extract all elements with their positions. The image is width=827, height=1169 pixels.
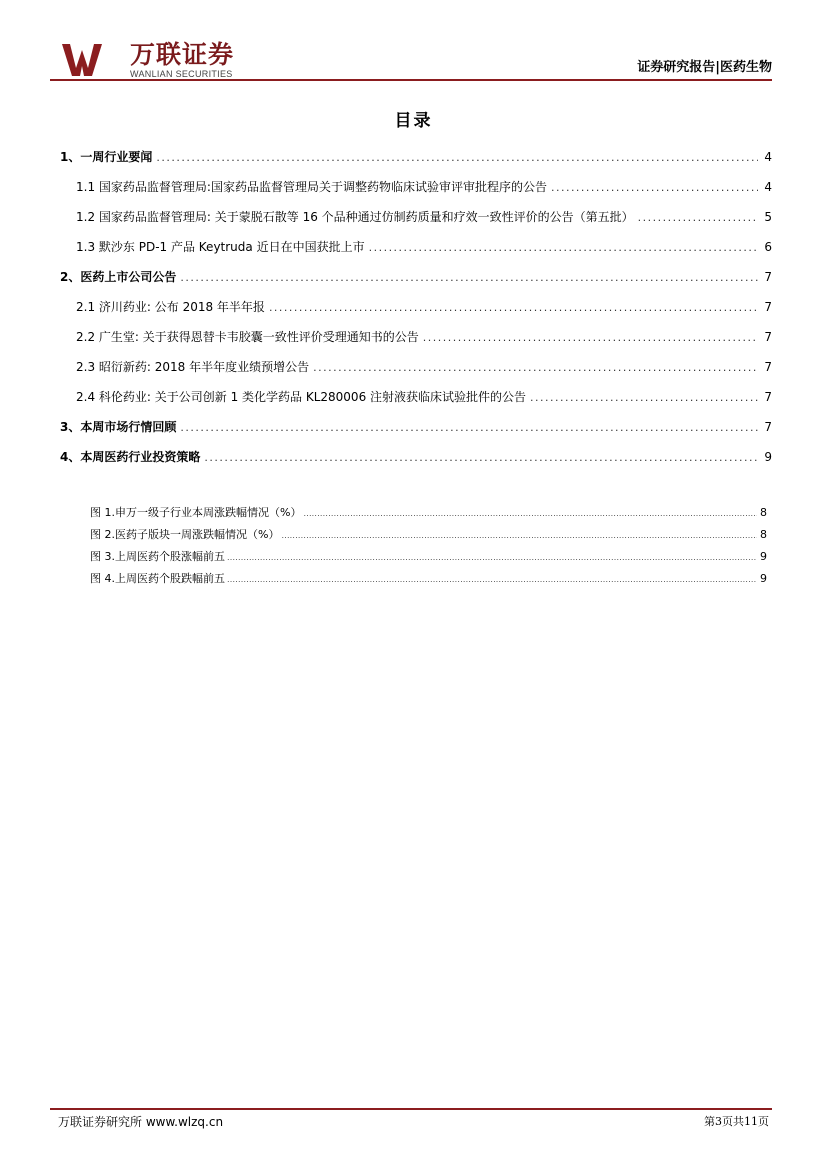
footer-divider [50, 1108, 772, 1110]
figure-entry[interactable] [90, 548, 767, 570]
toc-entry[interactable] [60, 208, 772, 238]
figure-entry-page: 9 [760, 572, 767, 585]
toc-entry-text: 3、本周市场行情回顾 [60, 420, 177, 434]
figure-entry-page: 8 [760, 506, 767, 519]
page-number: 第3页共11页 [704, 1115, 769, 1128]
toc-entry-text: 1、一周行业要闻 [60, 150, 153, 164]
report-type-label: 证券研究报告|医药生物 [637, 60, 772, 75]
figure-entry-text: 图 1.申万一级子行业本周涨跌幅情况（%） [90, 506, 302, 519]
toc-entry-text: 1.3 默沙东 PD-1 产品 Keytruda 近日在中国获批上市 [76, 240, 365, 254]
toc-entry[interactable] [60, 448, 772, 478]
toc-entry[interactable] [60, 178, 772, 208]
table-of-contents [60, 148, 772, 478]
figure-leader [227, 553, 757, 562]
figure-entry-text: 图 3.上周医药个股涨幅前五 [90, 550, 225, 563]
figure-leader [281, 531, 757, 540]
wanlian-logo-icon [60, 42, 104, 78]
toc-entry-text: 1.1 国家药品监督管理局:国家药品监督管理局关于调整药物临床试验审评审批程序的公告 [76, 180, 547, 194]
toc-entry-page: 7 [764, 270, 772, 284]
figure-entry[interactable] [90, 526, 767, 548]
toc-leader [530, 391, 758, 404]
toc-entry-text: 2.3 昭衍新药: 2018 年半年度业绩预增公告 [76, 360, 310, 374]
figure-entry-page: 9 [760, 550, 767, 563]
toc-entry-text: 2.2 广生堂: 关于获得恩替卡韦胶囊一致性评价受理通知书的公告 [76, 330, 419, 344]
toc-title: 目录 [394, 111, 433, 131]
toc-entry[interactable] [60, 328, 772, 358]
figure-entry-page: 8 [760, 528, 767, 541]
toc-entry[interactable] [60, 238, 772, 268]
figure-entry[interactable] [90, 570, 767, 592]
toc-entry-page: 7 [764, 330, 772, 344]
toc-entry[interactable] [60, 268, 772, 298]
toc-leader [313, 361, 758, 374]
toc-leader [180, 271, 758, 284]
toc-leader [156, 151, 758, 164]
toc-leader [204, 451, 758, 464]
figure-leader [227, 575, 757, 584]
logo-name-cn: 万联证券 [130, 40, 235, 69]
logo-name-en: WANLIAN SECURITIES [130, 69, 233, 79]
toc-entry-text: 2.1 济川药业: 公布 2018 年半年报 [76, 300, 265, 314]
header-divider [50, 79, 772, 81]
toc-entry-page: 7 [764, 300, 772, 314]
toc-leader [551, 181, 758, 194]
toc-leader [423, 331, 758, 344]
toc-entry[interactable] [60, 358, 772, 388]
toc-entry-page: 7 [764, 420, 772, 434]
figure-entry[interactable] [90, 504, 767, 526]
toc-entry-text: 1.2 国家药品监督管理局: 关于蒙脱石散等 16 个品种通过仿制药质量和疗效一致性评价的公告（第五批） [76, 210, 634, 224]
figure-leader [303, 509, 757, 518]
page-header [50, 38, 772, 80]
toc-entry[interactable] [60, 148, 772, 178]
figure-entry-text: 图 2.医药子版块一周涨跌幅情况（%） [90, 528, 280, 541]
toc-entry-text: 2.4 科伦药业: 关于公司创新 1 类化学药品 KL280006 注射液获临床试验批件的公告 [76, 390, 527, 404]
toc-entry-page: 9 [764, 450, 772, 464]
toc-entry-page: 7 [764, 390, 772, 404]
toc-leader [180, 421, 758, 434]
toc-entry-page: 4 [764, 150, 772, 164]
toc-entry-page: 4 [764, 180, 772, 194]
toc-leader [269, 301, 758, 314]
toc-entry[interactable] [60, 418, 772, 448]
toc-entry-page: 6 [764, 240, 772, 254]
toc-leader [638, 211, 758, 224]
figure-entry-text: 图 4.上周医药个股跌幅前五 [90, 572, 225, 585]
toc-entry-page: 7 [764, 360, 772, 374]
footer-source: 万联证券研究所 www.wlzq.cn [58, 1115, 224, 1129]
toc-entry-page: 5 [764, 210, 772, 224]
toc-entry[interactable] [60, 298, 772, 328]
toc-entry-text: 2、医药上市公司公告 [60, 270, 177, 284]
toc-leader [369, 241, 758, 254]
toc-entry-text: 4、本周医药行业投资策略 [60, 450, 201, 464]
toc-entry[interactable] [60, 388, 772, 418]
list-of-figures [90, 504, 767, 592]
